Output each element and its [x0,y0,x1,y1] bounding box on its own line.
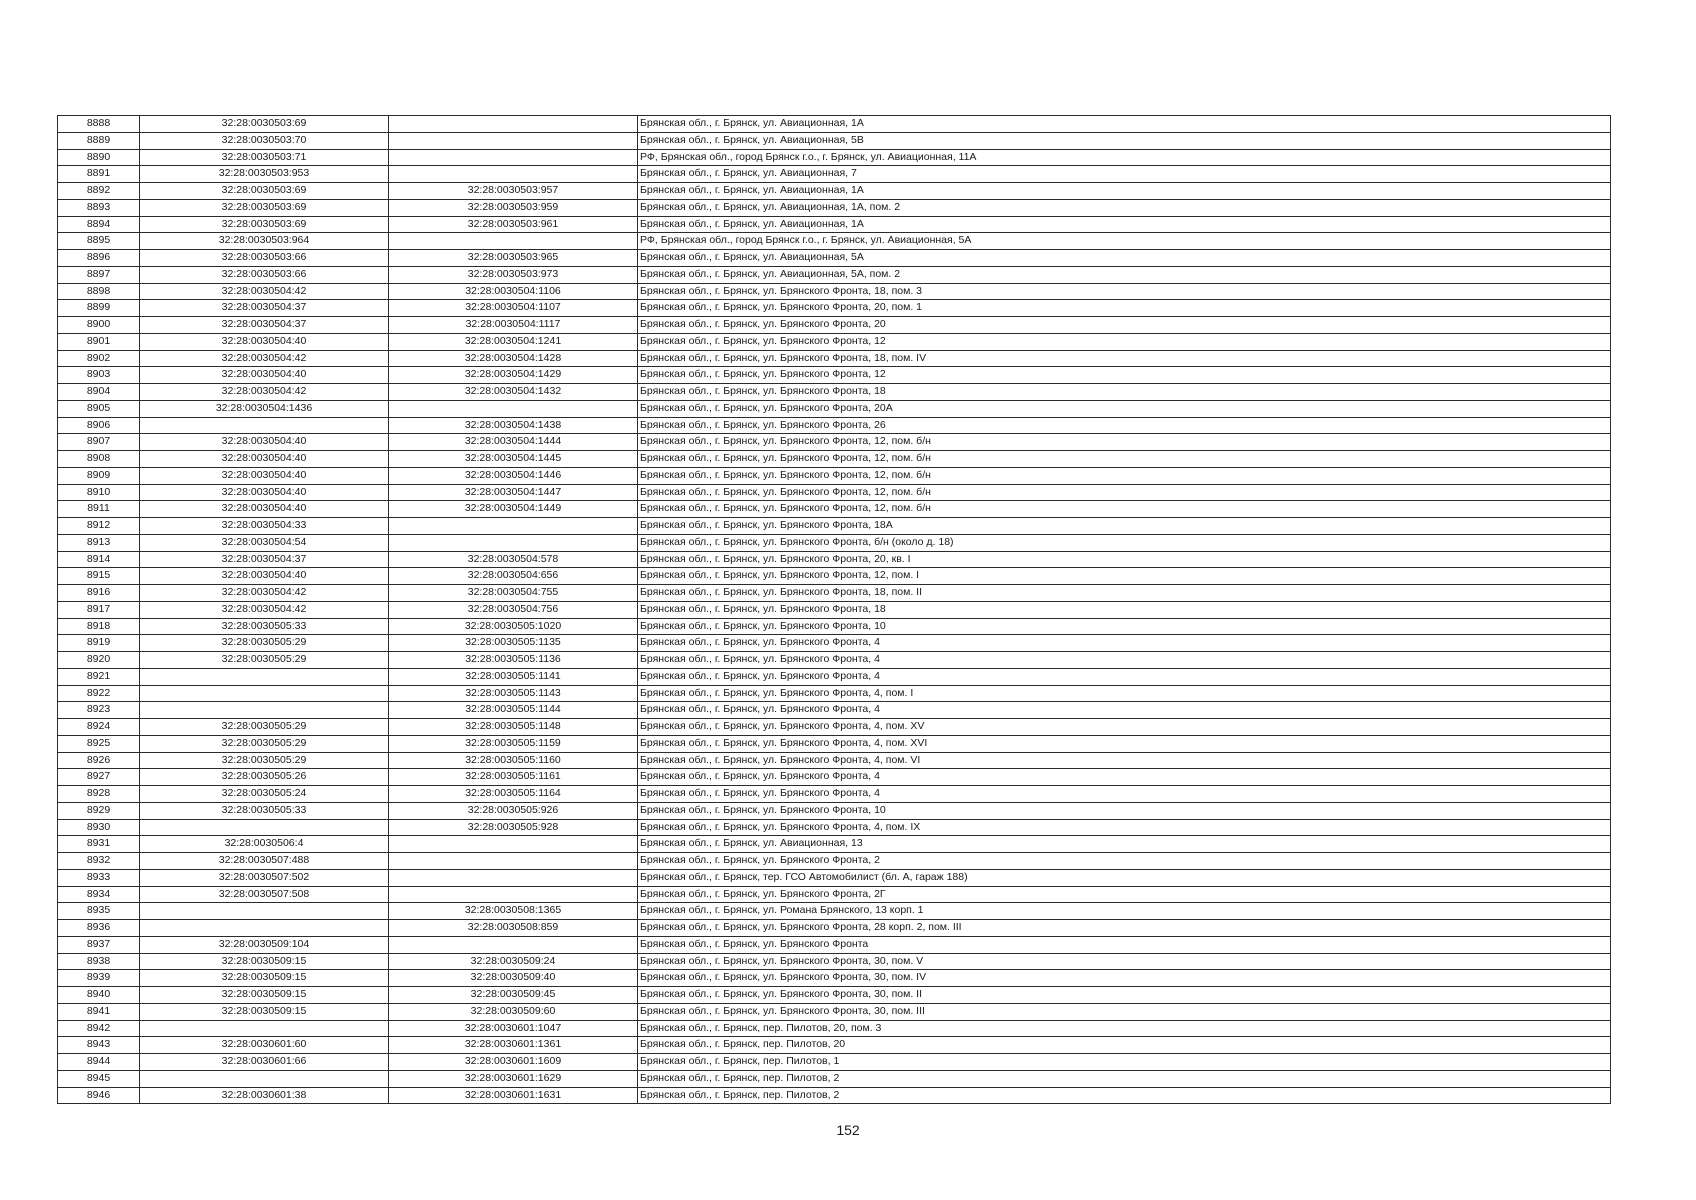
address-cell: Брянская обл., г. Брянск, ул. Авиационная, 13 [638,836,1611,853]
parcel-cadastral-number-cell: 32:28:0030506:4 [140,836,389,853]
address-cell: Брянская обл., г. Брянск, ул. Брянского Фронта, б/н (около д. 18) [638,534,1611,551]
parcel-cadastral-number-cell [140,1020,389,1037]
table-row [58,216,1611,233]
table-row [58,233,1611,250]
parcel-cadastral-number-cell: 32:28:0030504:33 [140,518,389,535]
address-cell: Брянская обл., г. Брянск, пер. Пилотов, 1 [638,1054,1611,1071]
row-number-cell: 8903 [58,367,140,384]
parcel-cadastral-number-cell: 32:28:0030505:33 [140,618,389,635]
table-row [58,501,1611,518]
row-number-cell: 8936 [58,920,140,937]
row-number-cell: 8900 [58,317,140,334]
address-cell: Брянская обл., г. Брянск, ул. Брянского Фронта, 12, пом. б/н [638,434,1611,451]
table-row [58,920,1611,937]
address-cell: Брянская обл., г. Брянск, ул. Авиационная, 1А [638,183,1611,200]
row-number-cell: 8892 [58,183,140,200]
address-cell: Брянская обл., г. Брянск, ул. Брянского Фронта, 12, пом. б/н [638,484,1611,501]
object-cadastral-number-cell [389,836,638,853]
table-row [58,668,1611,685]
parcel-cadastral-number-cell: 32:28:0030509:104 [140,936,389,953]
object-cadastral-number-cell: 32:28:0030505:1161 [389,769,638,786]
table-row [58,953,1611,970]
object-cadastral-number-cell: 32:28:0030509:24 [389,953,638,970]
row-number-cell: 8912 [58,518,140,535]
object-cadastral-number-cell: 32:28:0030505:1160 [389,752,638,769]
table-row [58,484,1611,501]
table-row [58,1003,1611,1020]
object-cadastral-number-cell: 32:28:0030504:1107 [389,300,638,317]
address-cell: Брянская обл., г. Брянск, ул. Романа Брянского, 13 корп. 1 [638,903,1611,920]
object-cadastral-number-cell: 32:28:0030509:40 [389,970,638,987]
address-cell: Брянская обл., г. Брянск, пер. Пилотов, 20 [638,1037,1611,1054]
row-number-cell: 8888 [58,116,140,133]
object-cadastral-number-cell: 32:28:0030504:1438 [389,417,638,434]
object-cadastral-number-cell: 32:28:0030504:1449 [389,501,638,518]
table-row [58,1037,1611,1054]
parcel-cadastral-number-cell: 32:28:0030504:42 [140,384,389,401]
object-cadastral-number-cell: 32:28:0030504:755 [389,585,638,602]
table-row [58,769,1611,786]
object-cadastral-number-cell: 32:28:0030505:1135 [389,635,638,652]
address-cell: Брянская обл., г. Брянск, ул. Брянского Фронта, 20 [638,317,1611,334]
row-number-cell: 8908 [58,451,140,468]
parcel-cadastral-number-cell: 32:28:0030504:40 [140,434,389,451]
parcel-cadastral-number-cell [140,819,389,836]
table-row [58,752,1611,769]
table-row [58,735,1611,752]
object-cadastral-number-cell: 32:28:0030601:1361 [389,1037,638,1054]
table-row [58,1087,1611,1104]
object-cadastral-number-cell: 32:28:0030505:1159 [389,735,638,752]
parcel-cadastral-number-cell [140,903,389,920]
address-cell: Брянская обл., г. Брянск, ул. Брянского Фронта [638,936,1611,953]
table-row [58,802,1611,819]
parcel-cadastral-number-cell: 32:28:0030503:69 [140,116,389,133]
table-row [58,652,1611,669]
address-cell: Брянская обл., г. Брянск, ул. Брянского Фронта, 20, кв. I [638,551,1611,568]
address-cell: Брянская обл., г. Брянск, ул. Брянского Фронта, 12 [638,333,1611,350]
row-number-cell: 8928 [58,786,140,803]
row-number-cell: 8922 [58,685,140,702]
address-cell: Брянская обл., г. Брянск, ул. Авиационная, 1А [638,216,1611,233]
address-cell: Брянская обл., г. Брянск, тер. ГСО Автомобилист (бл. А, гараж 188) [638,869,1611,886]
parcel-cadastral-number-cell: 32:28:0030509:15 [140,987,389,1004]
table-row [58,149,1611,166]
table-row [58,300,1611,317]
table-row [58,936,1611,953]
table-row [58,819,1611,836]
parcel-cadastral-number-cell: 32:28:0030503:71 [140,149,389,166]
address-cell: Брянская обл., г. Брянск, ул. Брянского Фронта, 18 [638,384,1611,401]
row-number-cell: 8915 [58,568,140,585]
address-cell: Брянская обл., г. Брянск, ул. Авиационная, 5В [638,132,1611,149]
parcel-cadastral-number-cell: 32:28:0030503:69 [140,216,389,233]
address-cell: Брянская обл., г. Брянск, ул. Брянского Фронта, 18, пом. II [638,585,1611,602]
parcel-cadastral-number-cell: 32:28:0030601:66 [140,1054,389,1071]
object-cadastral-number-cell [389,853,638,870]
object-cadastral-number-cell: 32:28:0030504:656 [389,568,638,585]
row-number-cell: 8932 [58,853,140,870]
row-number-cell: 8889 [58,132,140,149]
row-number-cell: 8943 [58,1037,140,1054]
address-cell: Брянская обл., г. Брянск, ул. Брянского Фронта, 18, пом. IV [638,350,1611,367]
object-cadastral-number-cell: 32:28:0030601:1047 [389,1020,638,1037]
object-cadastral-number-cell: 32:28:0030601:1609 [389,1054,638,1071]
address-cell: Брянская обл., г. Брянск, ул. Авиационная, 1А [638,116,1611,133]
address-cell: Брянская обл., г. Брянск, ул. Брянского Фронта, 30, пом. III [638,1003,1611,1020]
row-number-cell: 8925 [58,735,140,752]
row-number-cell: 8923 [58,702,140,719]
row-number-cell: 8946 [58,1087,140,1104]
table-row [58,434,1611,451]
table-row [58,786,1611,803]
address-cell: Брянская обл., г. Брянск, пер. Пилотов, 20, пом. 3 [638,1020,1611,1037]
row-number-cell: 8927 [58,769,140,786]
parcel-cadastral-number-cell: 32:28:0030505:26 [140,769,389,786]
row-number-cell: 8935 [58,903,140,920]
object-cadastral-number-cell: 32:28:0030504:1444 [389,434,638,451]
address-cell: Брянская обл., г. Брянск, ул. Брянского Фронта, 20, пом. 1 [638,300,1611,317]
parcel-cadastral-number-cell: 32:28:0030504:40 [140,568,389,585]
table-row [58,1054,1611,1071]
registry-table [57,115,1611,1104]
table-row [58,853,1611,870]
address-cell: Брянская обл., г. Брянск, ул. Брянского Фронта, 20А [638,400,1611,417]
parcel-cadastral-number-cell: 32:28:0030505:29 [140,652,389,669]
parcel-cadastral-number-cell: 32:28:0030504:40 [140,333,389,350]
address-cell: Брянская обл., г. Брянск, ул. Брянского Фронта, 12 [638,367,1611,384]
row-number-cell: 8896 [58,250,140,267]
address-cell: Брянская обл., г. Брянск, ул. Брянского Фронта, 12, пом. б/н [638,501,1611,518]
table-row [58,635,1611,652]
row-number-cell: 8898 [58,283,140,300]
object-cadastral-number-cell: 32:28:0030503:973 [389,266,638,283]
table-row [58,199,1611,216]
table-row [58,166,1611,183]
object-cadastral-number-cell [389,149,638,166]
row-number-cell: 8907 [58,434,140,451]
address-cell: Брянская обл., г. Брянск, ул. Брянского Фронта, 30, пом. V [638,953,1611,970]
table-row [58,903,1611,920]
address-cell: Брянская обл., г. Брянск, ул. Брянского Фронта, 28 корп. 2, пом. III [638,920,1611,937]
address-cell: Брянская обл., г. Брянск, ул. Брянского Фронта, 4, пом. XV [638,719,1611,736]
page-number: 152 [836,1122,860,1138]
address-cell: Брянская обл., г. Брянск, ул. Брянского Фронта, 26 [638,417,1611,434]
object-cadastral-number-cell: 32:28:0030503:961 [389,216,638,233]
object-cadastral-number-cell: 32:28:0030504:1241 [389,333,638,350]
parcel-cadastral-number-cell: 32:28:0030505:29 [140,735,389,752]
parcel-cadastral-number-cell: 32:28:0030503:66 [140,250,389,267]
parcel-cadastral-number-cell: 32:28:0030504:37 [140,300,389,317]
row-number-cell: 8890 [58,149,140,166]
table-row [58,987,1611,1004]
table-row [58,869,1611,886]
object-cadastral-number-cell: 32:28:0030505:926 [389,802,638,819]
parcel-cadastral-number-cell: 32:28:0030505:29 [140,752,389,769]
address-cell: Брянская обл., г. Брянск, ул. Брянского Фронта, 2Г [638,886,1611,903]
parcel-cadastral-number-cell: 32:28:0030504:42 [140,601,389,618]
address-cell: Брянская обл., г. Брянск, ул. Брянского Фронта, 30, пом. IV [638,970,1611,987]
table-row [58,836,1611,853]
parcel-cadastral-number-cell [140,417,389,434]
row-number-cell: 8909 [58,467,140,484]
object-cadastral-number-cell: 32:28:0030504:1117 [389,317,638,334]
table-row [58,317,1611,334]
row-number-cell: 8920 [58,652,140,669]
object-cadastral-number-cell: 32:28:0030509:60 [389,1003,638,1020]
parcel-cadastral-number-cell: 32:28:0030504:40 [140,501,389,518]
parcel-cadastral-number-cell: 32:28:0030504:1436 [140,400,389,417]
row-number-cell: 8913 [58,534,140,551]
table-row [58,266,1611,283]
table-row [58,585,1611,602]
object-cadastral-number-cell: 32:28:0030504:756 [389,601,638,618]
row-number-cell: 8906 [58,417,140,434]
table-row [58,250,1611,267]
table-row [58,367,1611,384]
object-cadastral-number-cell: 32:28:0030503:965 [389,250,638,267]
address-cell: РФ, Брянская обл., город Брянск г.о., г. Брянск, ул. Авиационная, 11А [638,149,1611,166]
parcel-cadastral-number-cell: 32:28:0030504:40 [140,451,389,468]
row-number-cell: 8911 [58,501,140,518]
object-cadastral-number-cell [389,886,638,903]
object-cadastral-number-cell: 32:28:0030504:1429 [389,367,638,384]
table-row [58,283,1611,300]
parcel-cadastral-number-cell: 32:28:0030503:953 [140,166,389,183]
row-number-cell: 8939 [58,970,140,987]
address-cell: Брянская обл., г. Брянск, ул. Брянского Фронта, 4, пом. XVI [638,735,1611,752]
row-number-cell: 8902 [58,350,140,367]
parcel-cadastral-number-cell: 32:28:0030509:15 [140,1003,389,1020]
row-number-cell: 8901 [58,333,140,350]
address-cell: Брянская обл., г. Брянск, ул. Брянского Фронта, 4 [638,652,1611,669]
parcel-cadastral-number-cell: 32:28:0030503:69 [140,199,389,216]
table-row [58,702,1611,719]
object-cadastral-number-cell: 32:28:0030504:1106 [389,283,638,300]
object-cadastral-number-cell [389,936,638,953]
row-number-cell: 8929 [58,802,140,819]
row-number-cell: 8904 [58,384,140,401]
parcel-cadastral-number-cell: 32:28:0030504:37 [140,317,389,334]
address-cell: Брянская обл., г. Брянск, ул. Брянского Фронта, 30, пом. II [638,987,1611,1004]
row-number-cell: 8905 [58,400,140,417]
row-number-cell: 8914 [58,551,140,568]
parcel-cadastral-number-cell: 32:28:0030509:15 [140,970,389,987]
object-cadastral-number-cell: 32:28:0030505:1144 [389,702,638,719]
table-row [58,132,1611,149]
address-cell: Брянская обл., г. Брянск, ул. Брянского Фронта, 4, пом. IX [638,819,1611,836]
parcel-cadastral-number-cell [140,668,389,685]
parcel-cadastral-number-cell: 32:28:0030503:66 [140,266,389,283]
table-row [58,350,1611,367]
parcel-cadastral-number-cell: 32:28:0030505:29 [140,635,389,652]
table-row [58,970,1611,987]
parcel-cadastral-number-cell: 32:28:0030504:37 [140,551,389,568]
object-cadastral-number-cell: 32:28:0030509:45 [389,987,638,1004]
object-cadastral-number-cell: 32:28:0030505:1164 [389,786,638,803]
object-cadastral-number-cell [389,166,638,183]
parcel-cadastral-number-cell: 32:28:0030507:502 [140,869,389,886]
address-cell: Брянская обл., г. Брянск, ул. Брянского Фронта, 4 [638,786,1611,803]
parcel-cadastral-number-cell: 32:28:0030505:29 [140,719,389,736]
address-cell: Брянская обл., г. Брянск, ул. Брянского Фронта, 18, пом. 3 [638,283,1611,300]
row-number-cell: 8942 [58,1020,140,1037]
address-cell: Брянская обл., г. Брянск, ул. Брянского Фронта, 4 [638,668,1611,685]
parcel-cadastral-number-cell: 32:28:0030504:40 [140,484,389,501]
object-cadastral-number-cell: 32:28:0030504:578 [389,551,638,568]
row-number-cell: 8917 [58,601,140,618]
parcel-cadastral-number-cell: 32:28:0030504:54 [140,534,389,551]
table-row [58,568,1611,585]
parcel-cadastral-number-cell: 32:28:0030601:38 [140,1087,389,1104]
table-row [58,601,1611,618]
address-cell: Брянская обл., г. Брянск, пер. Пилотов, 2 [638,1087,1611,1104]
parcel-cadastral-number-cell: 32:28:0030505:24 [140,786,389,803]
object-cadastral-number-cell: 32:28:0030504:1446 [389,467,638,484]
table-row [58,467,1611,484]
object-cadastral-number-cell: 32:28:0030503:959 [389,199,638,216]
address-cell: Брянская обл., г. Брянск, ул. Брянского Фронта, 10 [638,802,1611,819]
table-row [58,116,1611,133]
object-cadastral-number-cell [389,233,638,250]
row-number-cell: 8945 [58,1070,140,1087]
object-cadastral-number-cell [389,132,638,149]
row-number-cell: 8934 [58,886,140,903]
parcel-cadastral-number-cell: 32:28:0030504:42 [140,350,389,367]
object-cadastral-number-cell: 32:28:0030503:957 [389,183,638,200]
table-row [58,551,1611,568]
parcel-cadastral-number-cell: 32:28:0030505:33 [140,802,389,819]
table-row [58,183,1611,200]
table-row [58,534,1611,551]
registry-table-body [58,116,1611,1104]
object-cadastral-number-cell [389,869,638,886]
address-cell: Брянская обл., г. Брянск, ул. Брянского Фронта, 10 [638,618,1611,635]
row-number-cell: 8944 [58,1054,140,1071]
parcel-cadastral-number-cell: 32:28:0030509:15 [140,953,389,970]
object-cadastral-number-cell: 32:28:0030505:1148 [389,719,638,736]
address-cell: Брянская обл., г. Брянск, ул. Брянского Фронта, 4, пом. VI [638,752,1611,769]
object-cadastral-number-cell [389,116,638,133]
object-cadastral-number-cell: 32:28:0030505:1020 [389,618,638,635]
table-row [58,1070,1611,1087]
parcel-cadastral-number-cell: 32:28:0030507:508 [140,886,389,903]
table-row [58,618,1611,635]
object-cadastral-number-cell: 32:28:0030504:1445 [389,451,638,468]
parcel-cadastral-number-cell: 32:28:0030504:42 [140,283,389,300]
table-row [58,1020,1611,1037]
object-cadastral-number-cell: 32:28:0030504:1432 [389,384,638,401]
object-cadastral-number-cell: 32:28:0030601:1631 [389,1087,638,1104]
parcel-cadastral-number-cell: 32:28:0030503:69 [140,183,389,200]
address-cell: Брянская обл., г. Брянск, ул. Брянского Фронта, 4, пом. I [638,685,1611,702]
row-number-cell: 8926 [58,752,140,769]
object-cadastral-number-cell: 32:28:0030504:1428 [389,350,638,367]
parcel-cadastral-number-cell: 32:28:0030507:488 [140,853,389,870]
address-cell: Брянская обл., г. Брянск, ул. Авиационная, 1А, пом. 2 [638,199,1611,216]
object-cadastral-number-cell: 32:28:0030504:1447 [389,484,638,501]
row-number-cell: 8940 [58,987,140,1004]
row-number-cell: 8924 [58,719,140,736]
address-cell: Брянская обл., г. Брянск, ул. Брянского Фронта, 12, пом. б/н [638,467,1611,484]
parcel-cadastral-number-cell [140,920,389,937]
address-cell: Брянская обл., г. Брянск, ул. Авиационная, 5А, пом. 2 [638,266,1611,283]
address-cell: Брянская обл., г. Брянск, ул. Авиационная, 7 [638,166,1611,183]
row-number-cell: 8938 [58,953,140,970]
row-number-cell: 8916 [58,585,140,602]
parcel-cadastral-number-cell: 32:28:0030504:40 [140,467,389,484]
row-number-cell: 8931 [58,836,140,853]
table-row [58,400,1611,417]
table-row [58,518,1611,535]
parcel-cadastral-number-cell: 32:28:0030504:42 [140,585,389,602]
table-row [58,719,1611,736]
row-number-cell: 8921 [58,668,140,685]
object-cadastral-number-cell: 32:28:0030505:1141 [389,668,638,685]
row-number-cell: 8897 [58,266,140,283]
row-number-cell: 8930 [58,819,140,836]
object-cadastral-number-cell: 32:28:0030505:928 [389,819,638,836]
row-number-cell: 8893 [58,199,140,216]
object-cadastral-number-cell: 32:28:0030505:1143 [389,685,638,702]
parcel-cadastral-number-cell [140,685,389,702]
table-row [58,417,1611,434]
object-cadastral-number-cell: 32:28:0030508:859 [389,920,638,937]
address-cell: Брянская обл., г. Брянск, ул. Брянского Фронта, 18А [638,518,1611,535]
address-cell: Брянская обл., г. Брянск, ул. Авиационная, 5А [638,250,1611,267]
address-cell: РФ, Брянская обл., город Брянск г.о., г. Брянск, ул. Авиационная, 5А [638,233,1611,250]
address-cell: Брянская обл., г. Брянск, ул. Брянского Фронта, 12, пом. I [638,568,1611,585]
table-row [58,886,1611,903]
parcel-cadastral-number-cell: 32:28:0030504:40 [140,367,389,384]
object-cadastral-number-cell: 32:28:0030505:1136 [389,652,638,669]
table-row [58,685,1611,702]
row-number-cell: 8910 [58,484,140,501]
address-cell: Брянская обл., г. Брянск, ул. Брянского Фронта, 18 [638,601,1611,618]
address-cell: Брянская обл., г. Брянск, ул. Брянского Фронта, 2 [638,853,1611,870]
address-cell: Брянская обл., г. Брянск, ул. Брянского Фронта, 4 [638,702,1611,719]
table-row [58,384,1611,401]
table-row [58,333,1611,350]
object-cadastral-number-cell: 32:28:0030601:1629 [389,1070,638,1087]
row-number-cell: 8899 [58,300,140,317]
row-number-cell: 8918 [58,618,140,635]
address-cell: Брянская обл., г. Брянск, пер. Пилотов, 2 [638,1070,1611,1087]
row-number-cell: 8933 [58,869,140,886]
address-cell: Брянская обл., г. Брянск, ул. Брянского Фронта, 4 [638,635,1611,652]
row-number-cell: 8894 [58,216,140,233]
address-cell: Брянская обл., г. Брянск, ул. Брянского Фронта, 12, пом. б/н [638,451,1611,468]
object-cadastral-number-cell [389,534,638,551]
row-number-cell: 8891 [58,166,140,183]
address-cell: Брянская обл., г. Брянск, ул. Брянского Фронта, 4 [638,769,1611,786]
parcel-cadastral-number-cell: 32:28:0030503:70 [140,132,389,149]
row-number-cell: 8895 [58,233,140,250]
parcel-cadastral-number-cell [140,1070,389,1087]
row-number-cell: 8919 [58,635,140,652]
object-cadastral-number-cell [389,518,638,535]
parcel-cadastral-number-cell [140,702,389,719]
parcel-cadastral-number-cell: 32:28:0030601:60 [140,1037,389,1054]
table-row [58,451,1611,468]
parcel-cadastral-number-cell: 32:28:0030503:964 [140,233,389,250]
object-cadastral-number-cell [389,400,638,417]
object-cadastral-number-cell: 32:28:0030508:1365 [389,903,638,920]
row-number-cell: 8937 [58,936,140,953]
row-number-cell: 8941 [58,1003,140,1020]
